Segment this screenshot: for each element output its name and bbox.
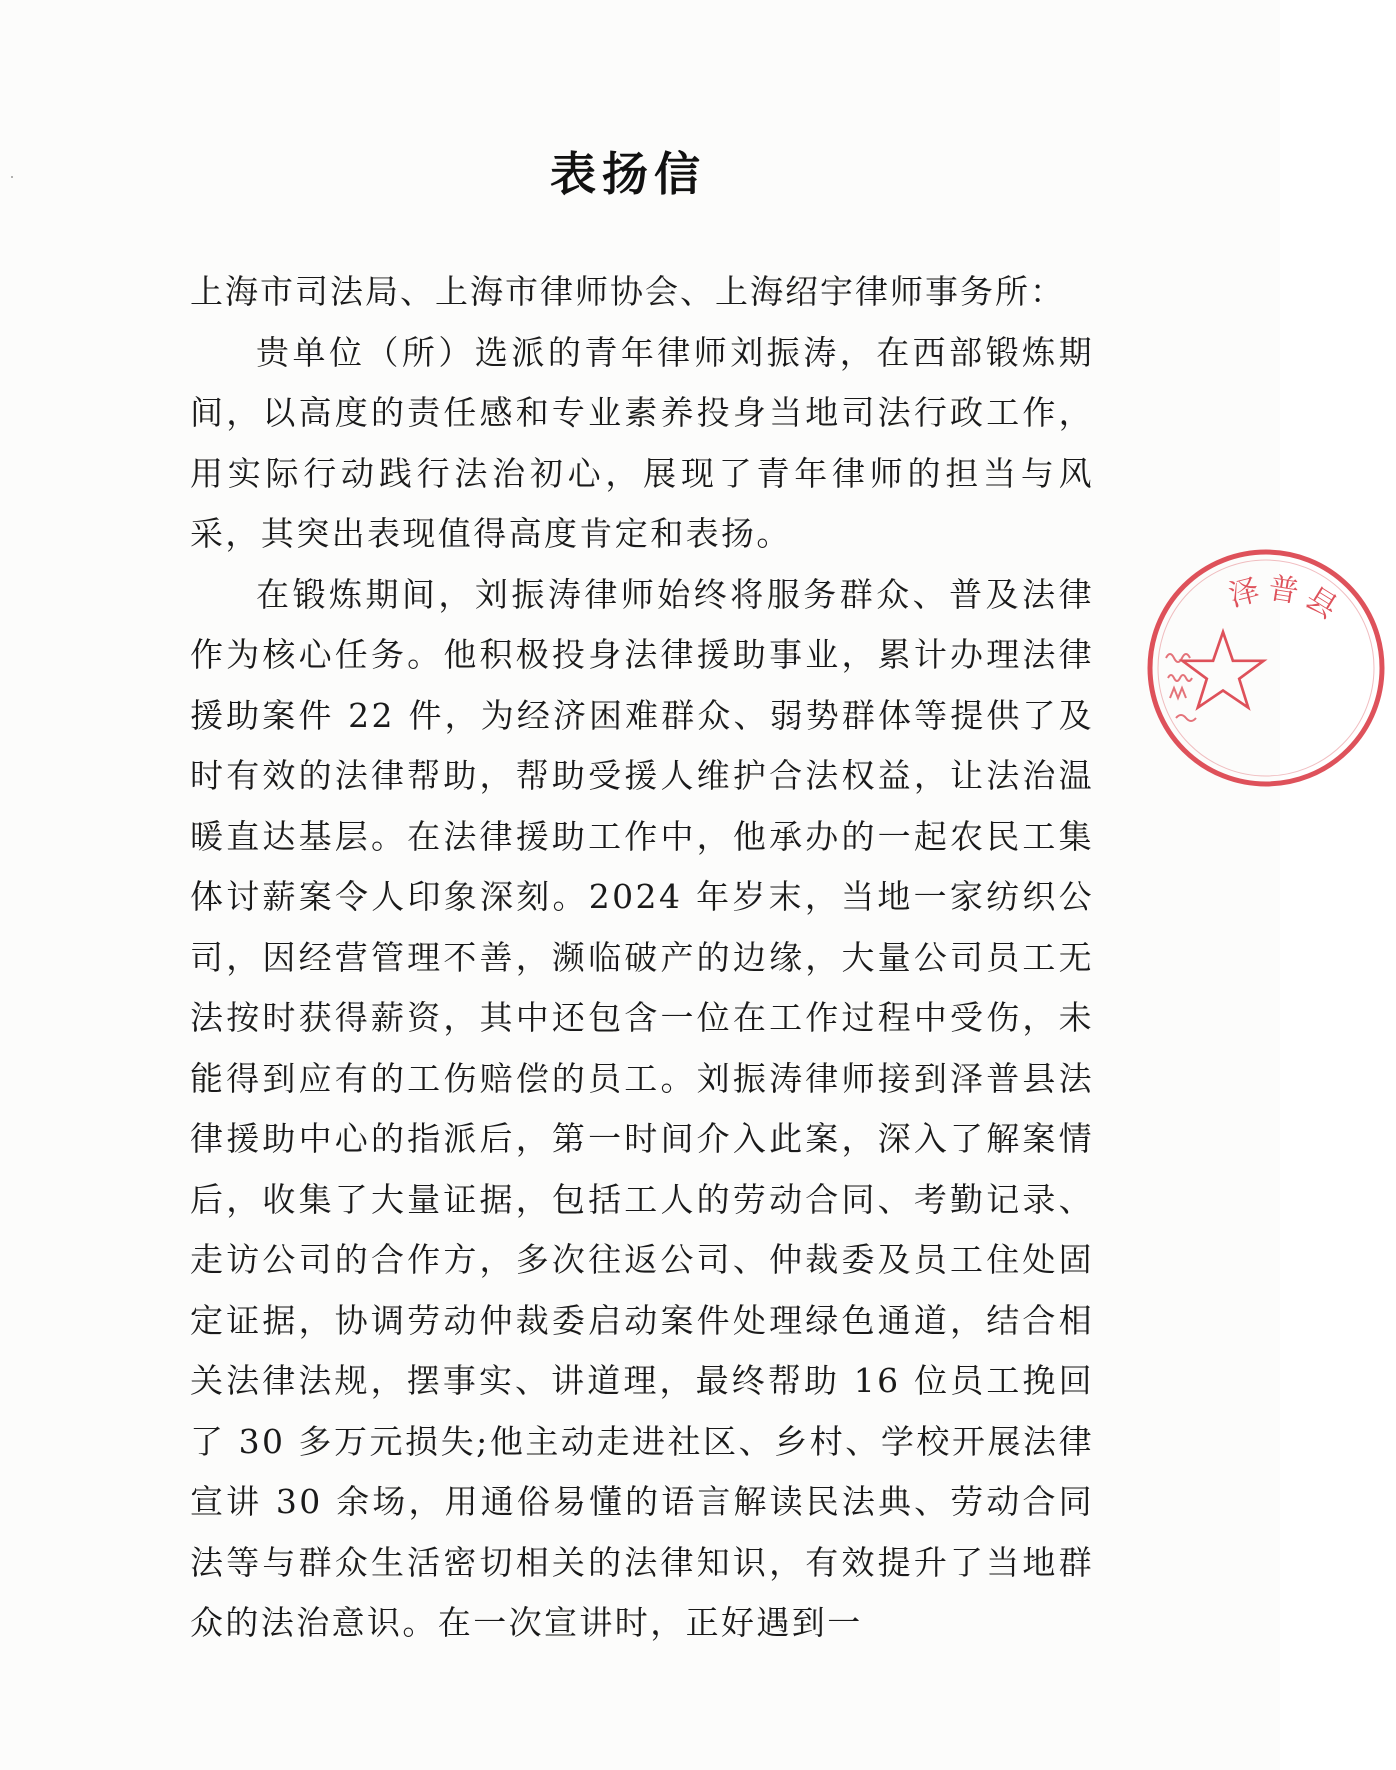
letter-salutation: 上海市司法局、上海市律师协会、上海绍宇律师事务所： [190,272,1065,311]
seal-star-icon [1183,632,1264,708]
seal-text: 泽普县 [1225,570,1349,630]
official-seal [1136,538,1396,798]
letter-paragraph-1: 贵单位（所）选派的青年律师刘振涛，在西部锻炼期间，以高度的责任感和专业素养投身当地司法行政工作，用实际行动践行法治初心，展现了青年律师的担当与风采，其突出表现值得高度肯定和表扬。 [190,332,1094,553]
letter-body [190,262,1094,1654]
seal-squiggles [1166,654,1196,721]
seal-ring [1150,552,1382,784]
letter-title: 表扬信 [550,147,706,201]
letter-paragraph-2: 在锻炼期间，刘振涛律师始终将服务群众、普及法律作为核心任务。他积极投身法律援助事业，累计办理法律援助案件 22 件，为经济困难群众、弱势群体等提供了及时有效的法律帮助，帮助受援人维护合法权益，让法治温暖直达基层。在法律援助工作中，他承办的一起农民工集体讨薪案令人印象深刻。2024 年岁末，当地一家纺织公司，因经营管理不善，濒临破产的边缘，大量公司员工无法按时获得薪资，其中还包含一位在工作过程中受伤，未能得到应有的工伤赔偿的员工。刘振涛律师接到泽普县法律援助中心的指派后，第一时间介入此案，深入了解案情后，收集了大量证据，包括工人的劳动合同、考勤记录、走访公司的合作方，多次往返公司、仲裁委及员工住处固定证据，协调劳动仲裁委启动案件处理绿色通道，结合相关法律法规，摆事实、讲道理，最终帮助 16 位员工挽回了 30 多万元损失;他主动走进社区、乡村、学校开展法律宣讲 30 余场，用通俗易懂的语言解读民法典、劳动合同法等与群众生活密切相关的法律知识，有效提升了当地群众的法治意识。在一次宣讲时，正好遇到一 [190,574,1094,1642]
